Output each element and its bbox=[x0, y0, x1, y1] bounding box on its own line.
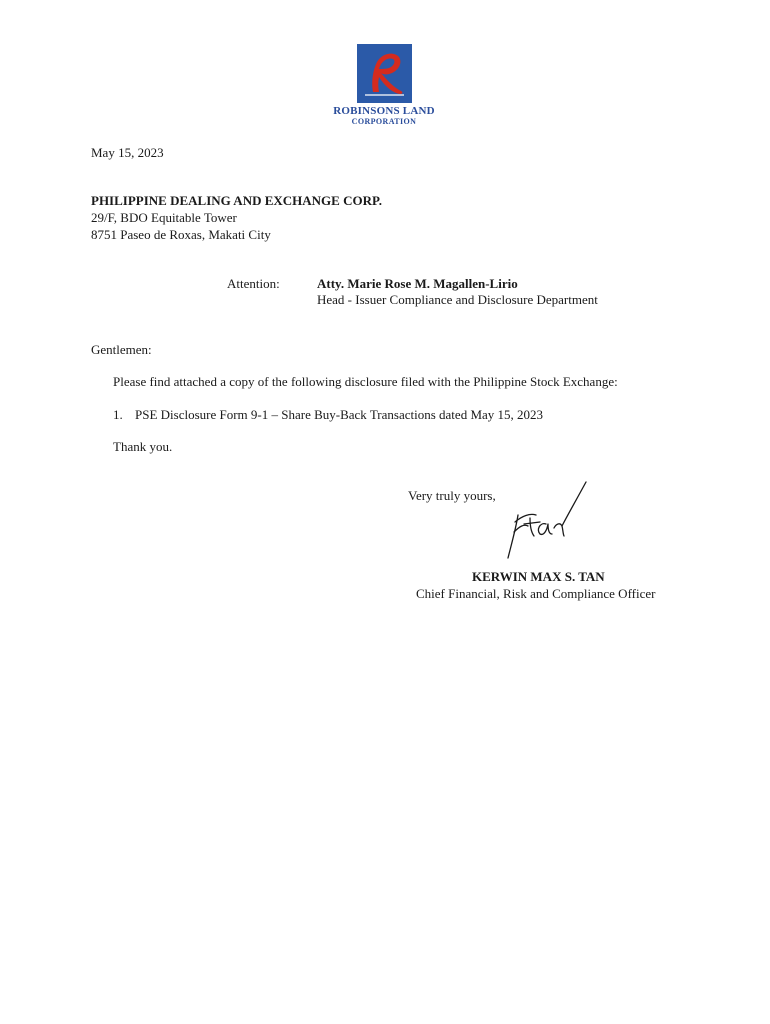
letter-date: May 15, 2023 bbox=[91, 145, 164, 160]
company-name: ROBINSONS LAND bbox=[333, 105, 435, 117]
attention-name: Atty. Marie Rose M. Magallen-Lirio bbox=[317, 276, 518, 291]
handwritten-signature-icon bbox=[500, 480, 595, 562]
signatory-title: Chief Financial, Risk and Compliance Officer bbox=[416, 586, 656, 601]
robinsons-r-logo-icon bbox=[357, 44, 412, 103]
closing: Very truly yours, bbox=[408, 488, 496, 503]
body-intro: Please find attached a copy of the following disclosure filed with the Philippine Stock Exchange: bbox=[113, 374, 618, 389]
company-name-sub: CORPORATION bbox=[351, 117, 417, 126]
company-logo bbox=[328, 44, 440, 130]
recipient-address-line1: 29/F, BDO Equitable Tower bbox=[91, 210, 237, 225]
recipient-address-line2: 8751 Paseo de Roxas, Makati City bbox=[91, 227, 271, 242]
salutation: Gentlemen: bbox=[91, 342, 152, 357]
attention-label: Attention: bbox=[227, 276, 280, 291]
list-item-number: 1. bbox=[113, 407, 123, 422]
signatory-name: KERWIN MAX S. TAN bbox=[472, 569, 605, 584]
attention-title: Head - Issuer Compliance and Disclosure Department bbox=[317, 292, 598, 307]
recipient-company: PHILIPPINE DEALING AND EXCHANGE CORP. bbox=[91, 193, 382, 208]
thanks: Thank you. bbox=[113, 439, 173, 454]
list-item-text: PSE Disclosure Form 9-1 – Share Buy-Back Transactions dated May 15, 2023 bbox=[135, 407, 544, 422]
